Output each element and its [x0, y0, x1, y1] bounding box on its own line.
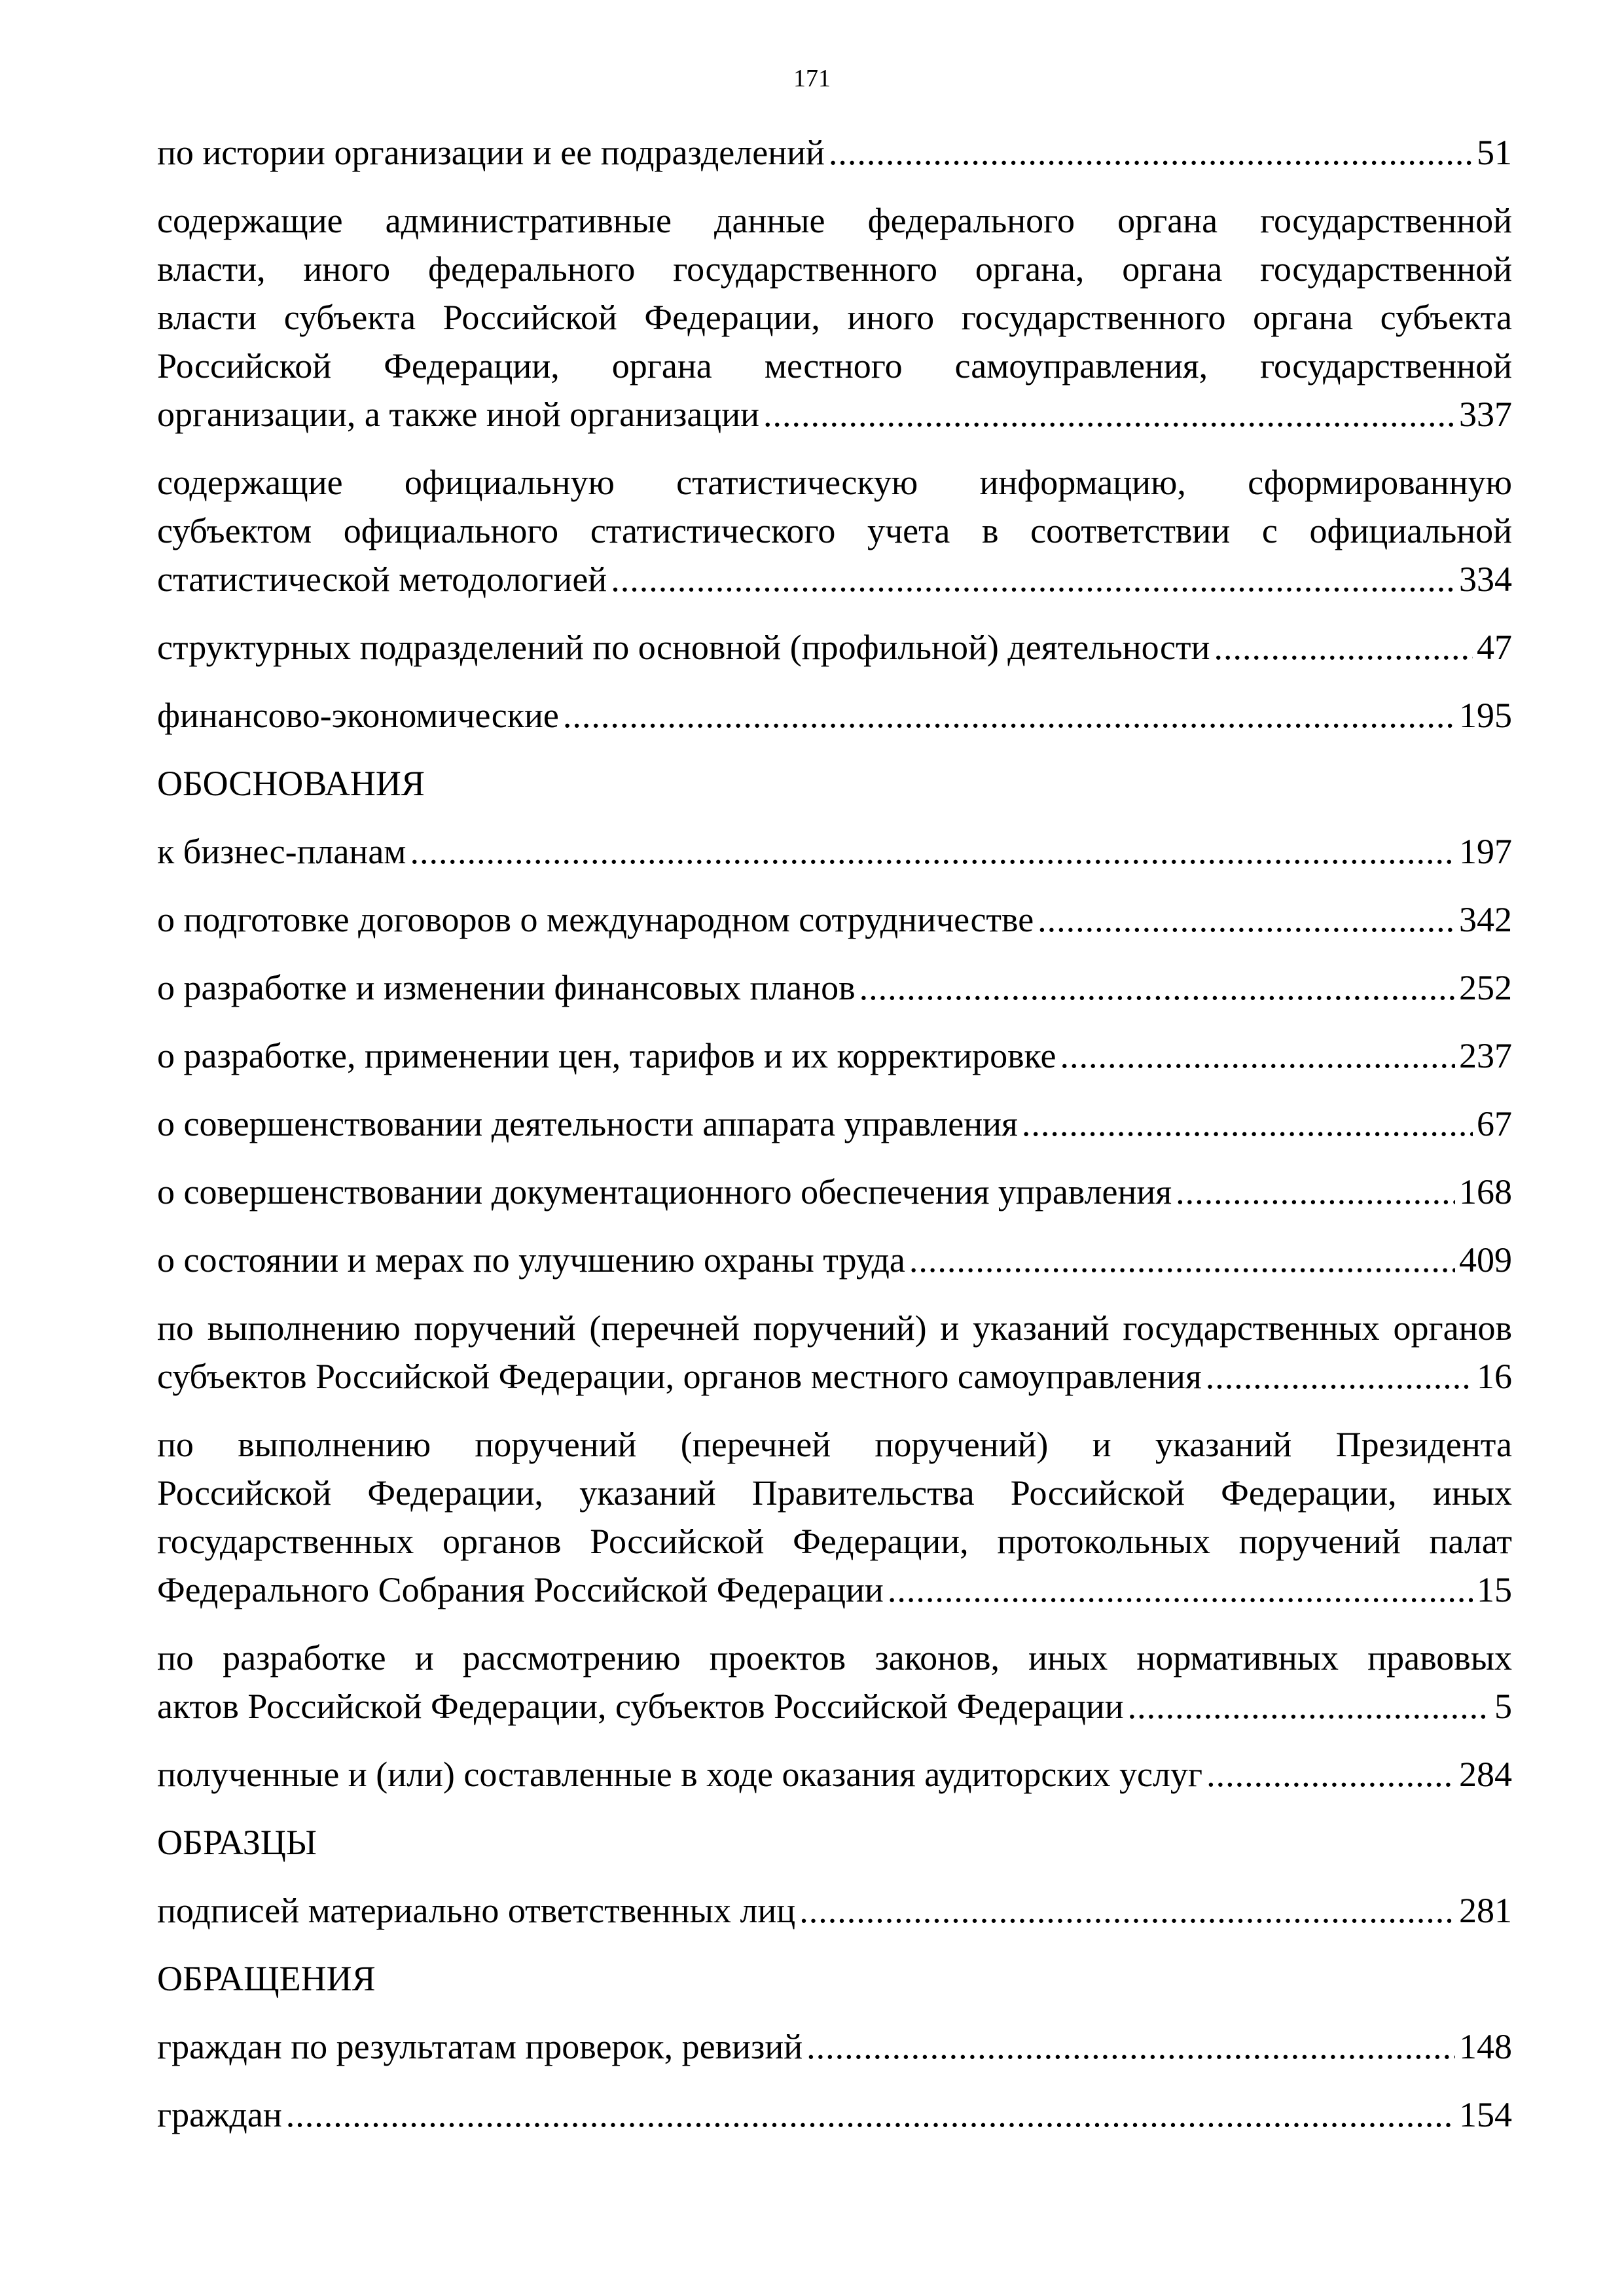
entry-page-number: 334 [1459, 560, 1512, 599]
entry-page-number: 197 [1459, 832, 1512, 871]
entry-last-line [157, 555, 1512, 603]
entry-last-line [157, 827, 1512, 876]
entry-last-line [157, 963, 1512, 1012]
index-entry [157, 1420, 1512, 1614]
index-entry [157, 827, 1512, 876]
section-heading-obosnovaniya: ОБОСНОВАНИЯ [157, 764, 425, 803]
entry-last-line [157, 1750, 1512, 1799]
entry-line: власти субъекта Российской Федерации, иного государственного органа субъекта [157, 298, 1512, 337]
entry-last-line [157, 1168, 1512, 1216]
entry-text: о совершенствовании деятельности аппарата управления [157, 1104, 1018, 1143]
dot-leader [1176, 1168, 1455, 1216]
index-entry [157, 1031, 1512, 1080]
entry-last-line [157, 895, 1512, 944]
dot-leader [799, 1886, 1455, 1935]
index-entry [157, 623, 1512, 672]
dot-leader [410, 827, 1455, 876]
index-entry [157, 196, 1512, 439]
entry-line: по разработке и рассмотрению проектов законов, иных нормативных правовых [157, 1638, 1512, 1677]
entries-obosnovaniya [157, 827, 1512, 1799]
entry-page-number: 168 [1459, 1172, 1512, 1211]
entry-page-number: 67 [1477, 1104, 1512, 1143]
dot-leader [611, 555, 1455, 603]
entry-page-number: 16 [1477, 1357, 1512, 1396]
entry-last-line [157, 1566, 1512, 1614]
index-entry [157, 963, 1512, 1012]
entry-page-number: 47 [1477, 628, 1512, 667]
entry-last-line [157, 1886, 1512, 1935]
dot-leader [286, 2090, 1455, 2139]
entry-text: граждан по результатам проверок, ревизий [157, 2027, 803, 2066]
entry-last-line [157, 1352, 1512, 1401]
index-entry [157, 1750, 1512, 1799]
index-entry [157, 691, 1512, 740]
entry-text: о разработке и изменении финансовых планов [157, 968, 856, 1007]
dot-leader [1206, 1750, 1455, 1799]
entry-text: о совершенствовании документационного обеспечения управления [157, 1172, 1172, 1211]
entries-obrascheniya [157, 2022, 1512, 2139]
entry-line: по выполнению поручений (перечней поручений) и указаний государственных органов [157, 1308, 1512, 1348]
entry-text: финансово-экономические [157, 696, 559, 735]
entry-page-number: 195 [1459, 696, 1512, 735]
entry-page-number: 154 [1459, 2095, 1512, 2134]
dot-leader [829, 128, 1473, 177]
entry-text: по истории организации и ее подразделений [157, 133, 825, 172]
entry-text: подписей материально ответственных лиц [157, 1891, 796, 1930]
dot-leader [806, 2022, 1455, 2071]
page-number: 171 [793, 65, 831, 92]
entry-text: о подготовке договоров о международном сотрудничестве [157, 900, 1034, 939]
entry-text: Федерального Собрания Российской Федерации [157, 1570, 884, 1609]
index-entry [157, 1236, 1512, 1284]
index-entry [157, 1304, 1512, 1401]
dot-leader [563, 691, 1455, 740]
entry-last-line [157, 1031, 1512, 1080]
index-entry [157, 2022, 1512, 2071]
entry-text: структурных подразделений по основной (профильной) деятельности [157, 628, 1210, 667]
dot-leader [1060, 1031, 1456, 1080]
entry-last-line [157, 1236, 1512, 1284]
entry-last-line [157, 1682, 1512, 1731]
index-entry [157, 458, 1512, 603]
entry-last-line [157, 691, 1512, 740]
entry-line: Российской Федерации, указаний Правительства Российской Федерации, иных [157, 1473, 1512, 1513]
entry-page-number: 237 [1459, 1036, 1512, 1075]
entries-obraztsy [157, 1886, 1512, 1935]
index-entry [157, 1634, 1512, 1731]
entry-last-line [157, 1100, 1512, 1148]
entry-line: содержащие официальную статистическую информацию, сформированную [157, 463, 1512, 502]
dot-leader [909, 1236, 1455, 1284]
entry-page-number: 252 [1459, 968, 1512, 1007]
dot-leader [1206, 1352, 1473, 1401]
entry-line: содержащие административные данные федерального органа государственной [157, 201, 1512, 240]
entry-page-number: 148 [1459, 2027, 1512, 2066]
section-heading-obrascheniya: ОБРАЩЕНИЯ [157, 1959, 376, 1998]
index-entry [157, 1886, 1512, 1935]
dot-leader [763, 390, 1455, 439]
section-heading-obraztsy: ОБРАЗЦЫ [157, 1823, 317, 1862]
entry-last-line [157, 2022, 1512, 2071]
entry-page-number: 281 [1459, 1891, 1512, 1930]
dot-leader [1038, 895, 1455, 944]
entry-text: организации, а также иной организации [157, 395, 760, 434]
index-entry [157, 1168, 1512, 1216]
index-entry [157, 2090, 1512, 2139]
dot-leader [1214, 623, 1473, 672]
entry-text: актов Российской Федерации, субъектов Российской Федерации [157, 1687, 1124, 1726]
dot-leader [1128, 1682, 1490, 1731]
entry-text: полученные и (или) составленные в ходе оказания аудиторских услуг [157, 1755, 1203, 1794]
dot-leader [1022, 1100, 1473, 1148]
entry-page-number: 337 [1459, 395, 1512, 434]
entry-text: о разработке, применении цен, тарифов и их корректировке [157, 1036, 1056, 1075]
entry-line: по выполнению поручений (перечней поручений) и указаний Президента [157, 1425, 1512, 1464]
entry-last-line [157, 2090, 1512, 2139]
index-entry [157, 128, 1512, 177]
entry-page-number: 284 [1459, 1755, 1512, 1794]
entry-page-number: 5 [1494, 1687, 1512, 1726]
entry-text: к бизнес-планам [157, 832, 406, 871]
entry-last-line [157, 128, 1512, 177]
index-content [157, 128, 1512, 2159]
entry-page-number: 342 [1459, 900, 1512, 939]
entry-line: власти, иного федерального государственного органа, органа государственной [157, 249, 1512, 289]
entry-page-number: 51 [1477, 133, 1512, 172]
entry-last-line [157, 390, 1512, 439]
entry-text: о состоянии и мерах по улучшению охраны труда [157, 1240, 905, 1280]
dot-leader [859, 963, 1455, 1012]
entry-page-number: 409 [1459, 1240, 1512, 1280]
entries-top [157, 128, 1512, 740]
entry-line: субъектом официального статистического учета в соответствии с официальной [157, 511, 1512, 550]
index-entry [157, 895, 1512, 944]
entry-text: граждан [157, 2095, 282, 2134]
entry-text: статистической методологией [157, 560, 607, 599]
entry-page-number: 15 [1477, 1570, 1512, 1609]
index-entry [157, 1100, 1512, 1148]
entry-line: государственных органов Российской Федерации, протокольных поручений палат [157, 1522, 1512, 1561]
entry-line: Российской Федерации, органа местного самоуправления, государственной [157, 346, 1512, 386]
entry-last-line [157, 623, 1512, 672]
entry-text: субъектов Российской Федерации, органов местного самоуправления [157, 1357, 1202, 1396]
dot-leader [888, 1566, 1473, 1614]
